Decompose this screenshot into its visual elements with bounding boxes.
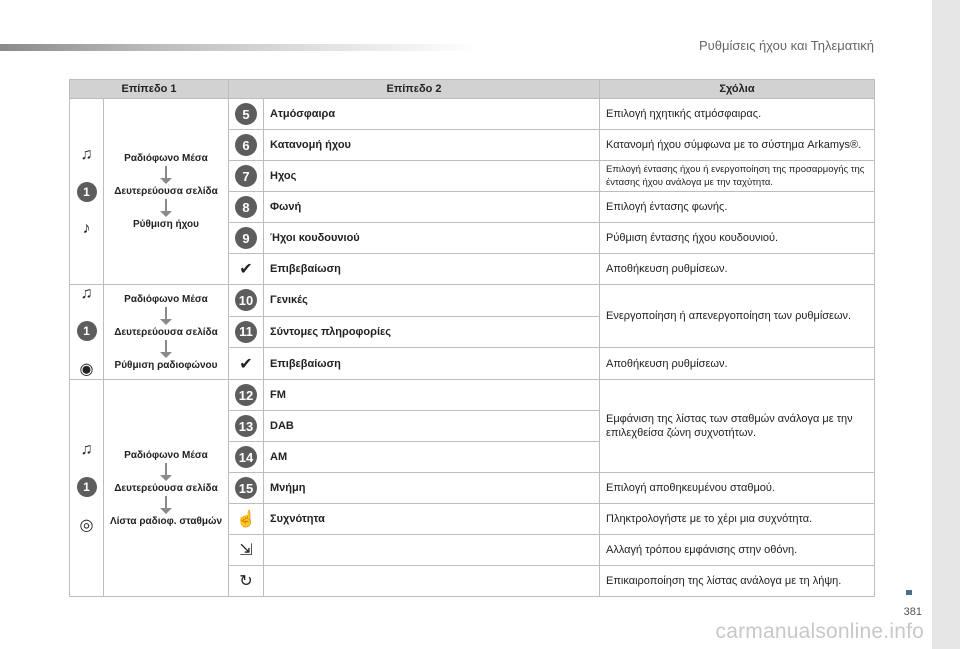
- music-note-icon: ♫: [80, 285, 93, 302]
- marker-badge: 12: [235, 384, 257, 406]
- checkmark-icon: ✔: [239, 355, 253, 373]
- path-step: Ρύθμιση ήχου: [133, 219, 199, 230]
- arrow-down-icon: [160, 307, 172, 325]
- setting-name: FM: [264, 380, 600, 411]
- setting-name: Σύντομες πληροφορίες: [264, 316, 600, 348]
- setting-desc: Αλλαγή τρόπου εμφάνισης στην οθόνη.: [600, 535, 875, 566]
- setting-name: Κατανομή ήχου: [264, 130, 600, 161]
- hand-pointer-icon: ☝: [236, 511, 256, 528]
- group-icon-cell: [70, 380, 104, 597]
- setting-name: Φωνή: [264, 192, 600, 223]
- watermark-text: carmanualsonline.info: [715, 620, 924, 643]
- settings-table: [69, 79, 875, 597]
- level-badge: 1: [77, 477, 97, 497]
- music-settings-icon: ♪: [82, 219, 91, 237]
- checkmark-icon: ✔: [239, 261, 253, 278]
- setting-name: DAB: [264, 411, 600, 442]
- page-number: 381: [903, 606, 922, 618]
- path-step: Δευτερεύουσα σελίδα: [114, 186, 218, 197]
- setting-name: Μνήμη: [264, 473, 600, 504]
- arrow-down-icon: [160, 166, 172, 184]
- setting-desc: Επικαιροποίηση της λίστας ανάλογα με τη λήψη.: [600, 566, 875, 597]
- setting-desc: Επιλογή ηχητικής ατμόσφαιρας.: [600, 99, 875, 130]
- radio-list-icon: ◎: [79, 517, 94, 534]
- level-badge: 1: [77, 321, 97, 341]
- radio-settings-icon: ◉: [79, 361, 94, 378]
- arrow-down-icon: [160, 199, 172, 217]
- marker-badge: 10: [235, 289, 257, 311]
- setting-desc: Επιλογή έντασης ήχου ή ενεργοποίηση της προσαρμογής της έντασης ήχου ανάλογα με την ταχύτητα.: [600, 161, 875, 192]
- setting-name: Γενικές: [264, 285, 600, 317]
- group-path-cell: [104, 285, 229, 380]
- music-note-icon: ♫: [80, 145, 93, 163]
- music-note-icon: ♫: [80, 441, 93, 458]
- marker-badge: 5: [235, 103, 257, 125]
- arrow-down-icon: [160, 463, 172, 481]
- display-mode-icon: ⇲: [239, 542, 253, 559]
- setting-desc: Ρύθμιση έντασης ήχου κουδουνιού.: [600, 223, 875, 254]
- path-step: Λίστα ραδιοφ. σταθμών: [109, 515, 223, 527]
- header-gradient-bar: [0, 44, 480, 51]
- setting-name: Επιβεβαίωση: [264, 254, 600, 285]
- page-marker: [906, 590, 912, 595]
- path-step: Δευτερεύουσα σελίδα: [114, 482, 218, 494]
- table-row: [70, 285, 875, 317]
- marker-badge: 9: [235, 227, 257, 249]
- path-step: Ραδιόφωνο Μέσα: [124, 293, 208, 305]
- col-header-level1: Επίπεδο 1: [70, 80, 229, 99]
- setting-desc: Επιλογή έντασης φωνής.: [600, 192, 875, 223]
- path-step: Ρύθμιση ραδιοφώνου: [114, 359, 218, 371]
- group-path-cell: [104, 380, 229, 597]
- marker-badge: 7: [235, 165, 257, 187]
- arrow-down-icon: [160, 496, 172, 514]
- setting-name: Ηχος: [264, 161, 600, 192]
- setting-desc: Κατανομή ήχου σύμφωνα με το σύστημα Arkamys®.: [600, 130, 875, 161]
- marker-badge: 6: [235, 134, 257, 156]
- group-path-cell: [104, 99, 229, 285]
- setting-name: Ατμόσφαιρα: [264, 99, 600, 130]
- setting-name: Επιβεβαίωση: [264, 348, 600, 380]
- setting-name: AM: [264, 442, 600, 473]
- setting-desc: Εμφάνιση της λίστας των σταθμών ανάλογα με την επιλεχθείσα ζώνη συχνοτήτων.: [600, 380, 875, 473]
- path-step: Ραδιόφωνο Μέσα: [124, 153, 208, 164]
- setting-name: [264, 566, 600, 597]
- table-row: [70, 380, 875, 411]
- path-step: Ραδιόφωνο Μέσα: [124, 449, 208, 461]
- marker-badge: 15: [235, 477, 257, 499]
- refresh-icon: ↻: [239, 573, 253, 590]
- level-badge: 1: [77, 182, 97, 202]
- marker-badge: 8: [235, 196, 257, 218]
- page-header-title: Ρυθμίσεις ήχου και Τηλεματική: [698, 38, 874, 53]
- setting-desc: Αποθήκευση ρυθμίσεων.: [600, 348, 875, 380]
- setting-desc: Πληκτρολογήστε με το χέρι μια συχνότητα.: [600, 504, 875, 535]
- col-header-level2: Επίπεδο 2: [229, 80, 600, 99]
- setting-name: Συχνότητα: [264, 504, 600, 535]
- setting-desc: Ενεργοποίηση ή απενεργοποίηση των ρυθμίσεων.: [600, 285, 875, 348]
- group-icon-cell: [70, 285, 104, 380]
- col-header-comments: Σχόλια: [600, 80, 875, 99]
- setting-name: [264, 535, 600, 566]
- path-step: Δευτερεύουσα σελίδα: [114, 326, 218, 338]
- marker-badge: 14: [235, 446, 257, 468]
- table-header-row: [70, 80, 875, 99]
- arrow-down-icon: [160, 340, 172, 358]
- setting-desc: Αποθήκευση ρυθμίσεων.: [600, 254, 875, 285]
- side-tab-strip: [932, 0, 960, 649]
- setting-name: Ήχοι κουδουνιού: [264, 223, 600, 254]
- marker-badge: 11: [235, 321, 257, 343]
- group-icon-cell: [70, 99, 104, 285]
- marker-badge: 13: [235, 415, 257, 437]
- table-row: [70, 99, 875, 130]
- setting-desc: Επιλογή αποθηκευμένου σταθμού.: [600, 473, 875, 504]
